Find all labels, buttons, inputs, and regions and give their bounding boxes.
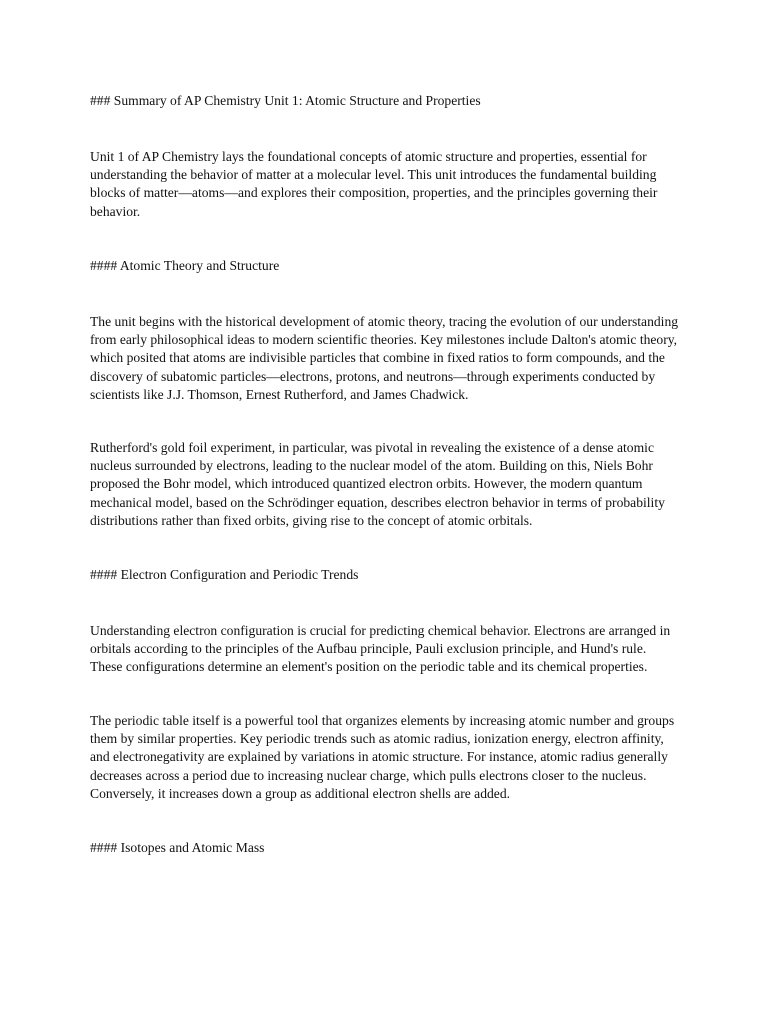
section-heading-atomic-theory: #### Atomic Theory and Structure xyxy=(90,258,280,273)
document-title: ### Summary of AP Chemistry Unit 1: Atomic Structure and Properties xyxy=(90,93,481,108)
intro-paragraph: Unit 1 of AP Chemistry lays the foundational concepts of atomic structure and properties, essential for understanding the behavior of matter at a molecular level. This unit introduces the fundamental building blocks of matter—atoms—and explores their composition, properties, and the principles governing their behavior. xyxy=(90,149,658,219)
section-heading-isotopes: #### Isotopes and Atomic Mass xyxy=(90,840,265,855)
paragraph-atomic-theory-history: The unit begins with the historical development of atomic theory, tracing the evolution of our understanding from early philosophical ideas to modern scientific theories. Key milestones include Dalton's atomic theory, which posited that atoms are indivisible particles that combine in fixed ratios to form compounds, and the discovery of subatomic particles—electrons, protons, and neutrons—through experiments conducted by scientists like J.J. Thomson, Ernest Rutherford, and James Chadwick. xyxy=(90,314,679,402)
section-heading-electron-configuration: #### Electron Configuration and Periodic Trends xyxy=(90,567,359,582)
paragraph-periodic-trends: The periodic table itself is a powerful tool that organizes elements by increasing atomic number and groups them by similar properties. Key periodic trends such as atomic radius, ionization energy, electron affinity, and electronegativity are explained by variations in atomic structure. For instance, atomic radius generally decreases across a period due to increasing nuclear charge, which pulls electrons closer to the nucleus. Conversely, it increases down a group as additional electron shells are added. xyxy=(90,713,675,801)
paragraph-rutherford-bohr: Rutherford's gold foil experiment, in particular, was pivotal in revealing the existence of a dense atomic nucleus surrounded by electrons, leading to the nuclear model of the atom. Building on this, Niels Bohr proposed the Bohr model, which introduced quantized electron orbits. However, the modern quantum mechanical model, based on the Schrödinger equation, describes electron behavior in terms of probability distributions rather than fixed orbits, giving rise to the concept of atomic orbitals. xyxy=(90,440,665,528)
paragraph-electron-configuration: Understanding electron configuration is crucial for predicting chemical behavior. Electrons are arranged in orbitals according to the principles of the Aufbau principle, Pauli exclusion principle, and Hund's rule. These configurations determine an element's position on the periodic table and its chemical properties. xyxy=(90,623,671,675)
